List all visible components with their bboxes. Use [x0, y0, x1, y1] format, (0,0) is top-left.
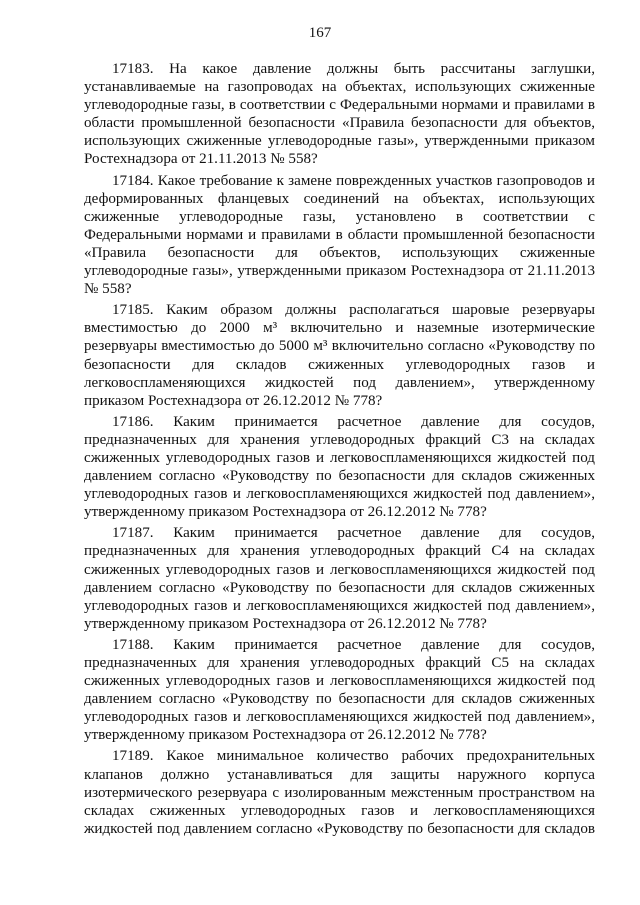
question-17187: 17187. Каким принимается расчетное давление для сосудов, предназначенных для хранения углеводородных фракций С4 на складах сжиженных углеводородных газов и легковоспламеняющихся жидкостей под давлением согласно «Руководству по безопасности для складов сжиженных углеводородных газов и легковоспламеняющихся жидкостей под давлением», утвержденному приказом Ростехнадзора от 26.12.2012 № 778?	[84, 525, 595, 632]
question-17183: 17183. На какое давление должны быть рассчитаны заглушки, устанавливаемые на газопроводах на объектах, использующих сжиженные углеводородные газы, в соответствии с Федеральными нормами и правилами в области промышленной безопасности «Правила безопасности для объектов, использующих сжиженные углеводородные газы», утвержденными приказом Ростехнадзора от 21.11.2013 № 558?	[84, 61, 595, 168]
question-17186: 17186. Каким принимается расчетное давление для сосудов, предназначенных для хранения углеводородных фракций С3 на складах сжиженных углеводородных газов и легковоспламеняющихся жидкостей под давлением согласно «Руководству по безопасности для складов сжиженных углеводородных газов и легковоспламеняющихся жидкостей под давлением», утвержденному приказом Ростехнадзора от 26.12.2012 № 778?	[84, 413, 595, 521]
page-number: 167	[308, 25, 332, 41]
question-17185: 17185. Каким образом должны располагаться шаровые резервуары вместимостью до 2000 м³ включительно и наземные изотермические резервуары вместимостью до 5000 м³ включительно согласно «Руководству по безопасности для складов сжиженных углеводородных газов и легковоспламеняющихся жидкостей под давлением», утвержденному приказом Ростехнадзора от 26.12.2012 № 778?	[84, 302, 595, 409]
question-17184: 17184. Какое требование к замене поврежденных участков газопроводов и деформированных фланцевых соединений на объектах, использующих сжиженные углеводородные газы, установлено в соответствии с Федеральными нормами и правилами в области промышленной безопасности «Правила безопасности для объектов, использующих сжиженные углеводородные газы», утвержденными приказом Ростехнадзора от 21.11.2013 № 558?	[84, 172, 595, 298]
question-17189: 17189. Какое минимальное количество рабочих предохранительных клапанов должно устанавливаться для защиты наружного корпуса изотермического резервуара с изолированным межстенным пространством на складах сжиженных углеводородных газов и легковоспламеняющихся жидкостей под давлением согласно «Руководству по безопасности для складов	[84, 748, 595, 837]
questions-list	[84, 60, 595, 841]
question-17188: 17188. Каким принимается расчетное давление для сосудов, предназначенных для хранения углеводородных фракций С5 на складах сжиженных углеводородных газов и легковоспламеняющихся жидкостей под давлением согласно «Руководству по безопасности для складов сжиженных углеводородных газов и легковоспламеняющихся жидкостей под давлением», утвержденному приказом Ростехнадзора от 26.12.2012 № 778?	[84, 636, 595, 744]
